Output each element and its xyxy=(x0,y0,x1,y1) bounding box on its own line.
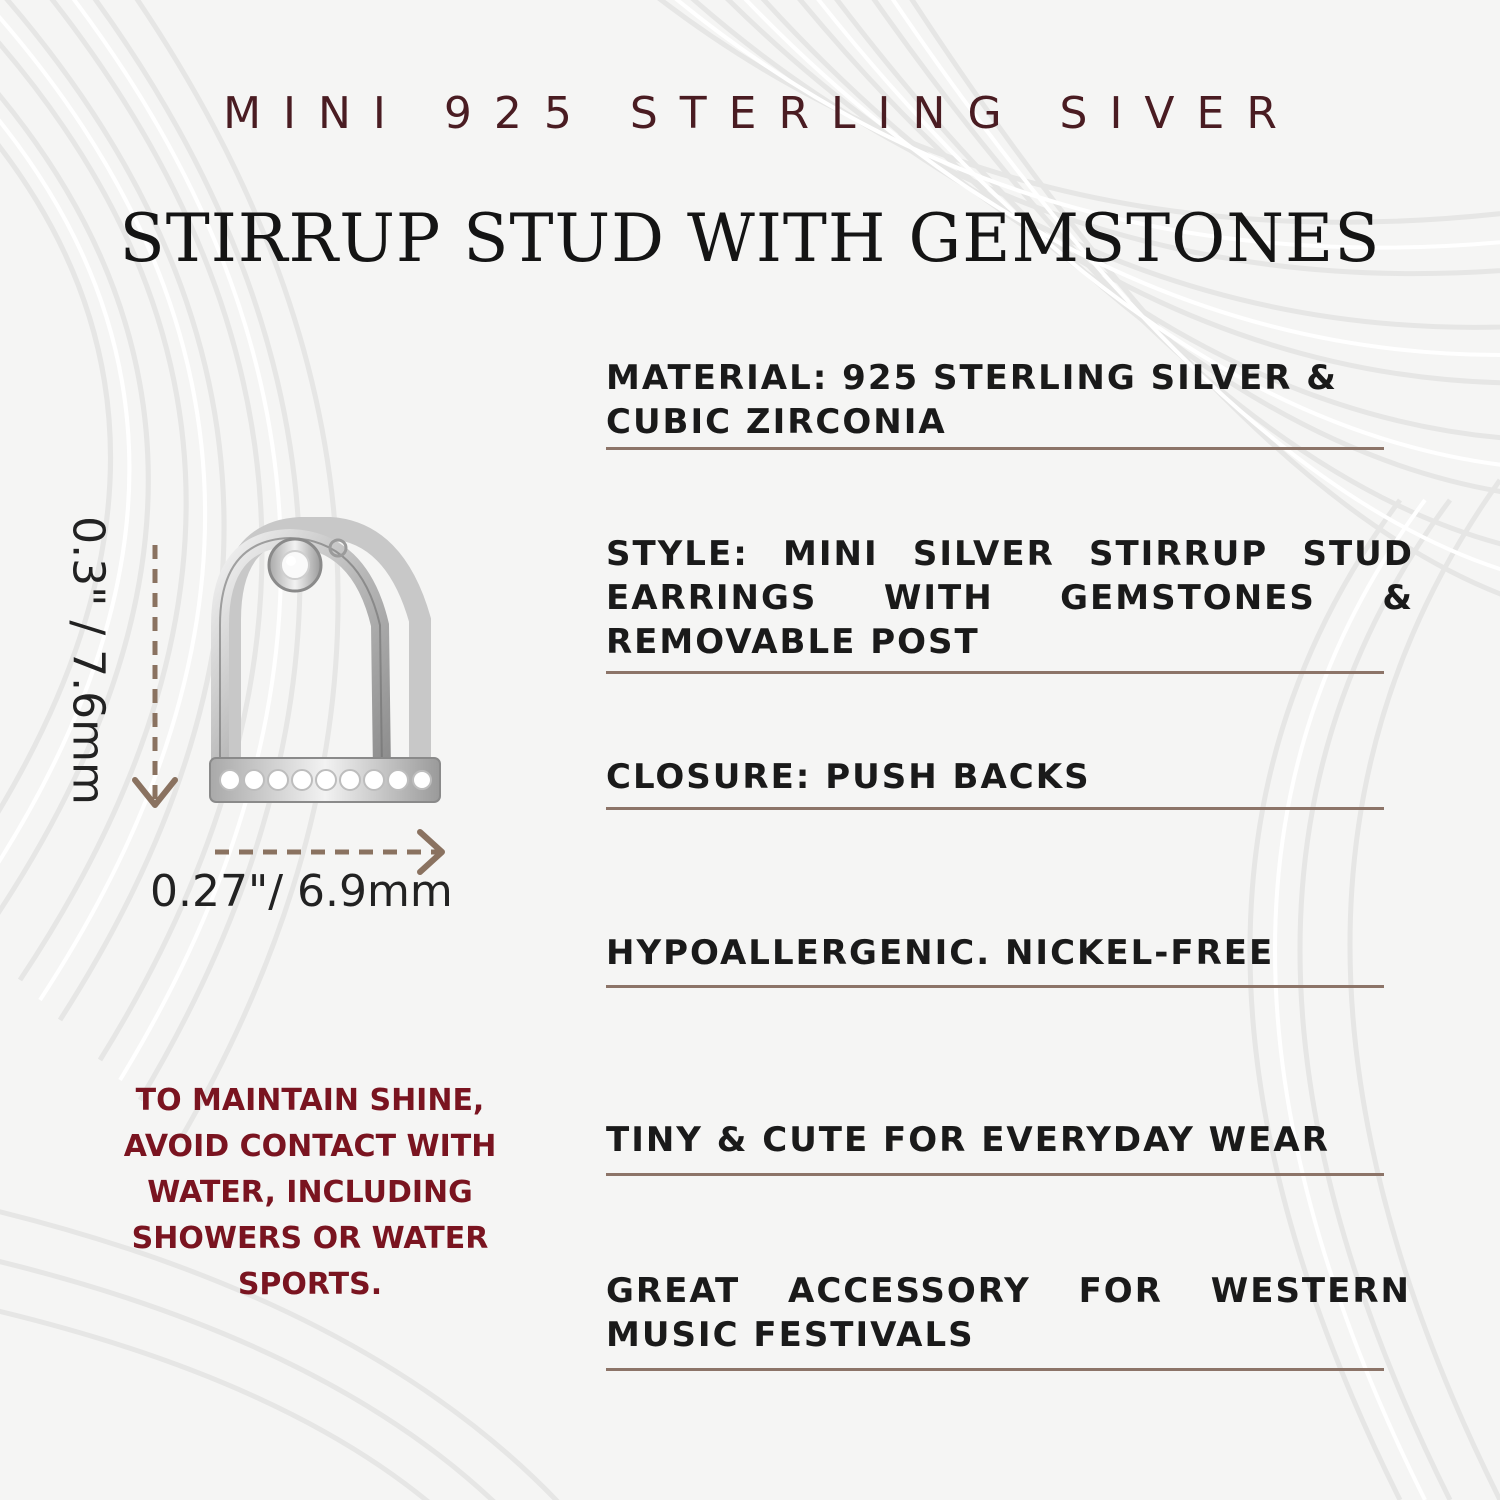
spec-divider xyxy=(606,985,1384,988)
spec-festivals: GREAT ACCESSORY FOR WESTERN MUSIC FESTIVALS xyxy=(606,1271,1411,1355)
width-dimension-label: 0.27"/ 6.9mm xyxy=(150,866,453,917)
stirrup-earring-icon xyxy=(190,510,460,810)
spec-divider xyxy=(606,447,1384,450)
spec-divider xyxy=(606,1368,1384,1371)
spec-material: MATERIAL: 925 STERLING SILVER & CUBIC ZIRCONIA xyxy=(606,358,1338,442)
page-title: STIRRUP STUD WITH GEMSTONES xyxy=(119,200,1381,277)
spec-divider xyxy=(606,807,1384,810)
spec-divider xyxy=(606,671,1384,674)
care-warning-note: TO MAINTAIN SHINE, AVOID CONTACT WITH WATER, INCLUDING SHOWERS OR WATER SPORTS. xyxy=(123,1083,497,1302)
spec-everyday-wear: TINY & CUTE FOR EVERYDAY WEAR xyxy=(606,1120,1330,1160)
spec-closure: CLOSURE: PUSH BACKS xyxy=(606,757,1091,797)
subtitle-heading: MINI 925 STERLING SIVER xyxy=(223,88,1299,139)
spec-style: STYLE: MINI SILVER STIRRUP STUD EARRINGS WITH GEMSTONES & REMOVABLE POST xyxy=(606,534,1414,662)
spec-divider xyxy=(606,1173,1384,1176)
spec-hypoallergenic: HYPOALLERGENIC. NICKEL-FREE xyxy=(606,933,1275,973)
height-dimension-label: 0.3" / 7.6mm xyxy=(62,516,114,805)
